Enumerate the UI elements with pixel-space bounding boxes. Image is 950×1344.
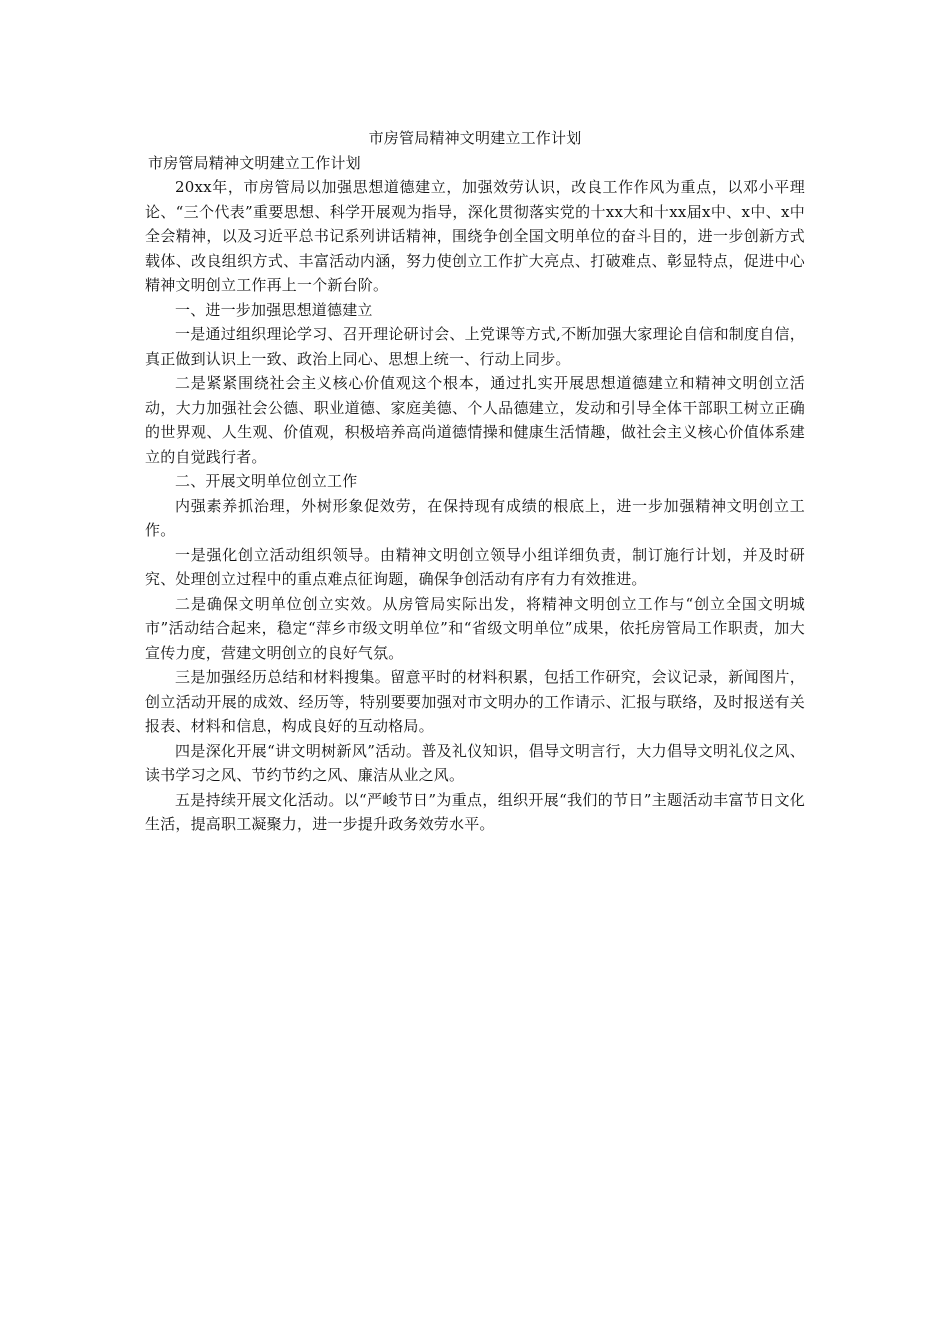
section-heading-1: 一、进一步加强思想道德建立	[175, 300, 373, 319]
paragraph-1-1: 一是通过组织理论学习、召开理论研讨会、上党课等方式,不断加强大家理论自信和制度自信，真正做到认识上一致、政治上同心、思想上统一、行动上同步。	[145, 325, 805, 368]
section-heading-2: 二、开展文明单位创立工作	[175, 472, 358, 490]
paragraph-2-2: 二是确保文明单位创立实效。从房管局实际出发，将精神文明创立工作与“创立全国文明城市”活动结合起来，稳定“萍乡市级文明单位”和“省级文明单位”成果，依托房管局工作职责，加大宣传力度，营建文明创立的良好气氛。	[145, 594, 805, 662]
paragraph-2-1: 一是强化创立活动组织领导。由精神文明创立领导小组详细负责，制订施行计划，并及时研究、处理创立过程中的重点难点征询题，确保争创活动有序有力有效推进。	[145, 545, 805, 588]
document-body	[145, 126, 805, 837]
document-subtitle: 市房管局精神文明建立工作计划	[148, 153, 361, 172]
paragraph-2-4: 四是深化开展“讲文明树新风”活动。普及礼仪知识，倡导文明言行，大力倡导文明礼仪之风、读书学习之风、节约节约之风、廉洁从业之风。	[145, 741, 805, 784]
paragraph-2-5: 五是持续开展文化活动。以“严峻节日”为重点，组织开展“我们的节日”主题活动丰富节日文化生活，提高职工凝聚力，进一步提升政务效劳水平。	[145, 790, 805, 833]
paragraph-intro: 20xx年，市房管局以加强思想道德建立，加强效劳认识，改良工作作风为重点，以邓小平理论、“三个代表”重要思想、科学开展观为指导，深化贯彻落实党的十xx大和十xx届x中、x中、x中全会精神，以及习近平总书记系列讲话精神，围绕争创全国文明单位的奋斗目的，进一步创新方式载体、改良组织方式、丰富活动内涵，努力使创立工作扩大亮点、打破难点、彰显特点，促进中心精神文明创立工作再上一个新台阶。	[145, 178, 805, 294]
paragraph-2-3: 三是加强经历总结和材料搜集。留意平时的材料积累，包括工作研究，会议记录，新闻图片，创立活动开展的成效、经历等，特别要要加强对市文明办的工作请示、汇报与联络，及时报送有关报表、材料和信息，构成良好的互动格局。	[145, 668, 805, 735]
paragraph-2-intro: 内强素养抓治理，外树形象促效劳，在保持现有成绩的根底上，进一步加强精神文明创立工作。	[145, 496, 805, 539]
paragraph-1-2: 二是紧紧围绕社会主义核心价值观这个根本，通过扎实开展思想道德建立和精神文明创立活动，大力加强社会公德、职业道德、家庭美德、个人品德建立，发动和引导全体干部职工树立正确的世界观、人生观、价值观，积极培养高尚道德情操和健康生活情趣，做社会主义核心价值体系建立的自觉践行者。	[145, 374, 805, 466]
document-title: 市房管局精神文明建立工作计划	[368, 129, 582, 147]
